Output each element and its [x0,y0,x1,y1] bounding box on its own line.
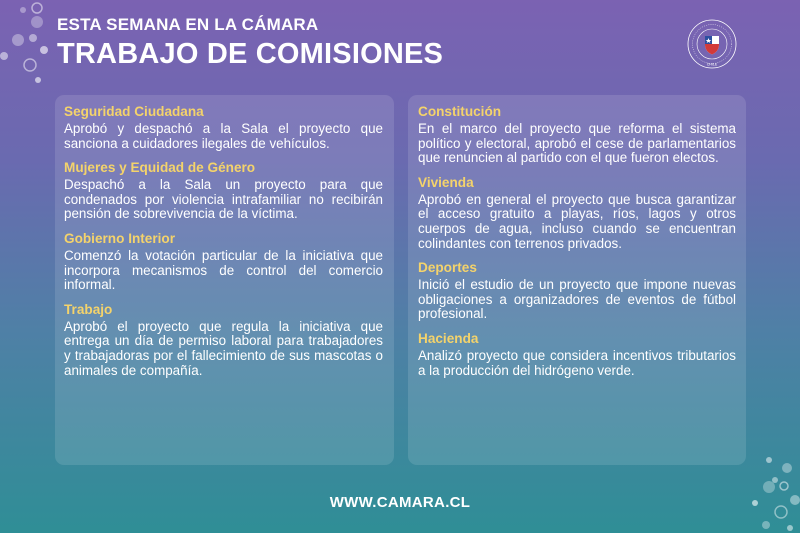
page-title: TRABAJO DE COMISIONES [57,38,444,70]
section-body: Aprobó en general el proyecto que busca garantizar el acceso gratuito a playas, ríos, lagos y otros cuerpos de agua, incluso cuando se encuentran colindantes con terrenos privados. [418,191,736,251]
section-title: Trabajo [64,301,113,317]
section-hacienda [418,330,736,378]
commissions-panel-right [408,95,746,465]
section-trabajo [64,301,383,378]
section-title: Gobierno Interior [64,230,176,246]
section-title: Vivienda [418,174,474,190]
website-link[interactable]: WWW.CAMARA.CL [329,494,471,511]
header [57,14,443,71]
chamber-seal-logo [686,18,738,70]
section-body: Aprobó el proyecto que regula la iniciativa que entrega un día de permiso laboral para trabajadores y trabajadoras por el fallecimiento de sus mascotas o animales de compañía. [64,318,383,378]
section-seguridad-ciudadana [64,103,383,151]
header-kicker: ESTA SEMANA EN LA CÁMARA [57,15,319,34]
section-body: Despachó a la Sala un proyecto para que condenados por violencia intrafamiliar no recibirán pensión de sobrevivencia de la víctima. [64,177,383,222]
section-body: Inició el estudio de un proyecto que impone nuevas obligaciones a organizadores de eventos de fútbol profesional. [418,277,736,322]
commissions-panel-left [55,95,394,465]
section-deportes [418,259,736,322]
section-body: Aprobó y despachó a la Sala el proyecto que sanciona a cuidadores ilegales de vehículos. [64,121,383,151]
section-mujeres-equidad-genero [64,159,383,222]
section-title: Constitución [418,104,502,119]
section-constitucion [418,103,736,166]
section-vivienda [418,174,736,251]
section-body: En el marco del proyecto que reforma el sistema político y electoral, aprobó el cese de parlamentarios que renuncien al partido con el que fueron electos. [418,121,736,166]
seal-country-text: CHILE [706,62,718,67]
section-title: Mujeres y Equidad de Género [64,160,256,176]
section-body: Comenzó la votación particular de la iniciativa que incorpora mecanismos de control del comercio informal. [64,247,383,293]
section-gobierno-interior [64,230,383,293]
section-body: Analizó proyecto que considera incentivos tributarios a la producción del hidrógeno verde. [418,347,736,378]
section-title: Deportes [418,260,477,276]
section-title: Hacienda [418,330,479,346]
section-title: Seguridad Ciudadana [64,104,204,119]
